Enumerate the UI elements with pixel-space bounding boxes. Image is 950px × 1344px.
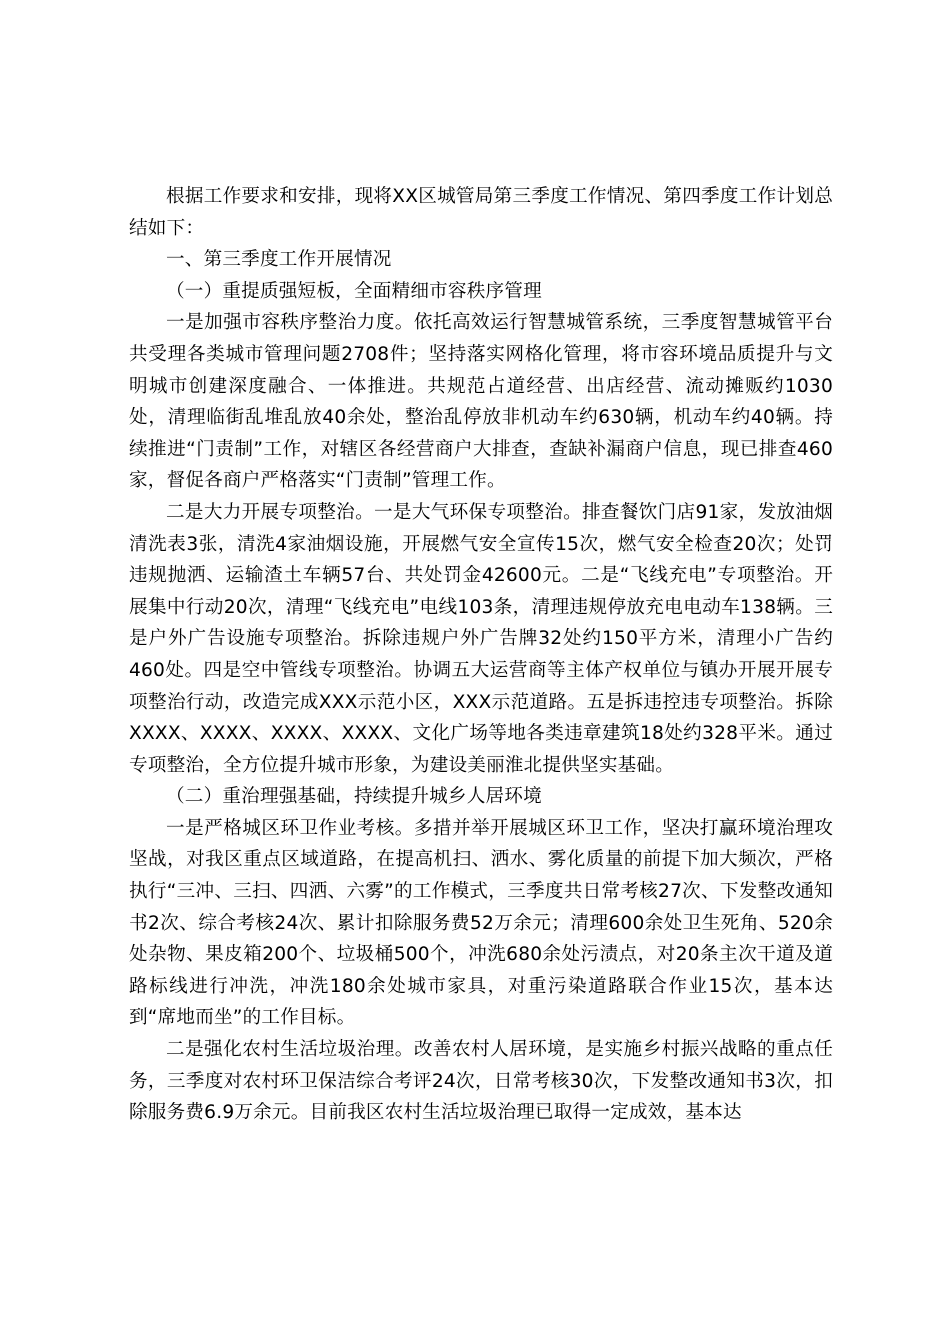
section-heading-1: 一、第三季度工作开展情况 <box>166 249 392 271</box>
document-body <box>129 181 833 1129</box>
intro-paragraph: 根据工作要求和安排，现将XX区城管局第三季度工作情况、第四季度工作计划总结如下： <box>129 186 833 239</box>
subsection-heading-2: （二）重治理强基础，持续提升城乡人居环境 <box>166 786 542 808</box>
paragraph-urban-sanitation: 一是严格城区环卫作业考核。多措并举开展城区环卫工作，坚决打赢环境治理攻坚战，对我区重点区域道路，在提高机扫、洒水、雾化质量的前提下加大频次，严格执行“三冲、三扫、四洒、六雾”的工作模式，三季度共日常考核27次、下发整改通知书2次、综合考核24次、累计扣除服务费52万余元；清理600余处卫生死角、520余处杂物、果皮箱200个、垃圾桶500个，冲洗680余处污渍点，对20条主次干道及道路标线进行冲洗，冲洗180余处城市家具，对重污染道路联合作业15次，基本达到“席地而坐”的工作目标。 <box>129 817 833 1029</box>
paragraph-special-rectification: 二是大力开展专项整治。一是大气环保专项整治。排查餐饮门店91家，发放油烟清洗表3张，清洗4家油烟设施，开展燃气安全宣传15次，燃气安全检查20次；处罚违规抛洒、运输渣土车辆57台、共处罚金42600元。二是“飞线充电”专项整治。开展集中行动20次，清理“飞线充电”电线103条，清理违规停放充电电动车138辆。三是户外广告设施专项整治。拆除违规户外广告牌32处约150平方米，清理小广告约460处。四是空中管线专项整治。协调五大运营商等主体产权单位与镇办开展开展专项整治行动，改造完成XXX示范小区，XXX示范道路。五是拆违控违专项整治。拆除XXXX、XXXX、XXXX、XXXX、文化广场等地各类违章建筑18处约328平米。通过专项整治，全方位提升城市形象，为建设美丽淮北提供坚实基础。 <box>129 501 833 776</box>
paragraph-rural-garbage: 二是强化农村生活垃圾治理。改善农村人居环境，是实施乡村振兴战略的重点任务，三季度对农村环卫保洁综合考评24次，日常考核30次，下发整改通知书3次，扣除服务费6.9万余元。目前我区农村生活垃圾治理已取得一定成效，基本达 <box>129 1039 833 1124</box>
paragraph-market-order: 一是加强市容秩序整治力度。依托高效运行智慧城管系统，三季度智慧城管平台共受理各类城市管理问题2708件；坚持落实网格化管理，将市容环境品质提升与文明城市创建深度融合、一体推进。共规范占道经营、出店经营、流动摊贩约1030处，清理临街乱堆乱放40余处，整治乱停放非机动车约630辆，机动车约40辆。持续推进“门责制”工作，对辖区各经营商户大排查，查缺补漏商户信息，现已排查460家，督促各商户严格落实“门责制”管理工作。 <box>129 312 833 492</box>
subsection-heading-1: （一）重提质强短板，全面精细市容秩序管理 <box>166 280 542 302</box>
